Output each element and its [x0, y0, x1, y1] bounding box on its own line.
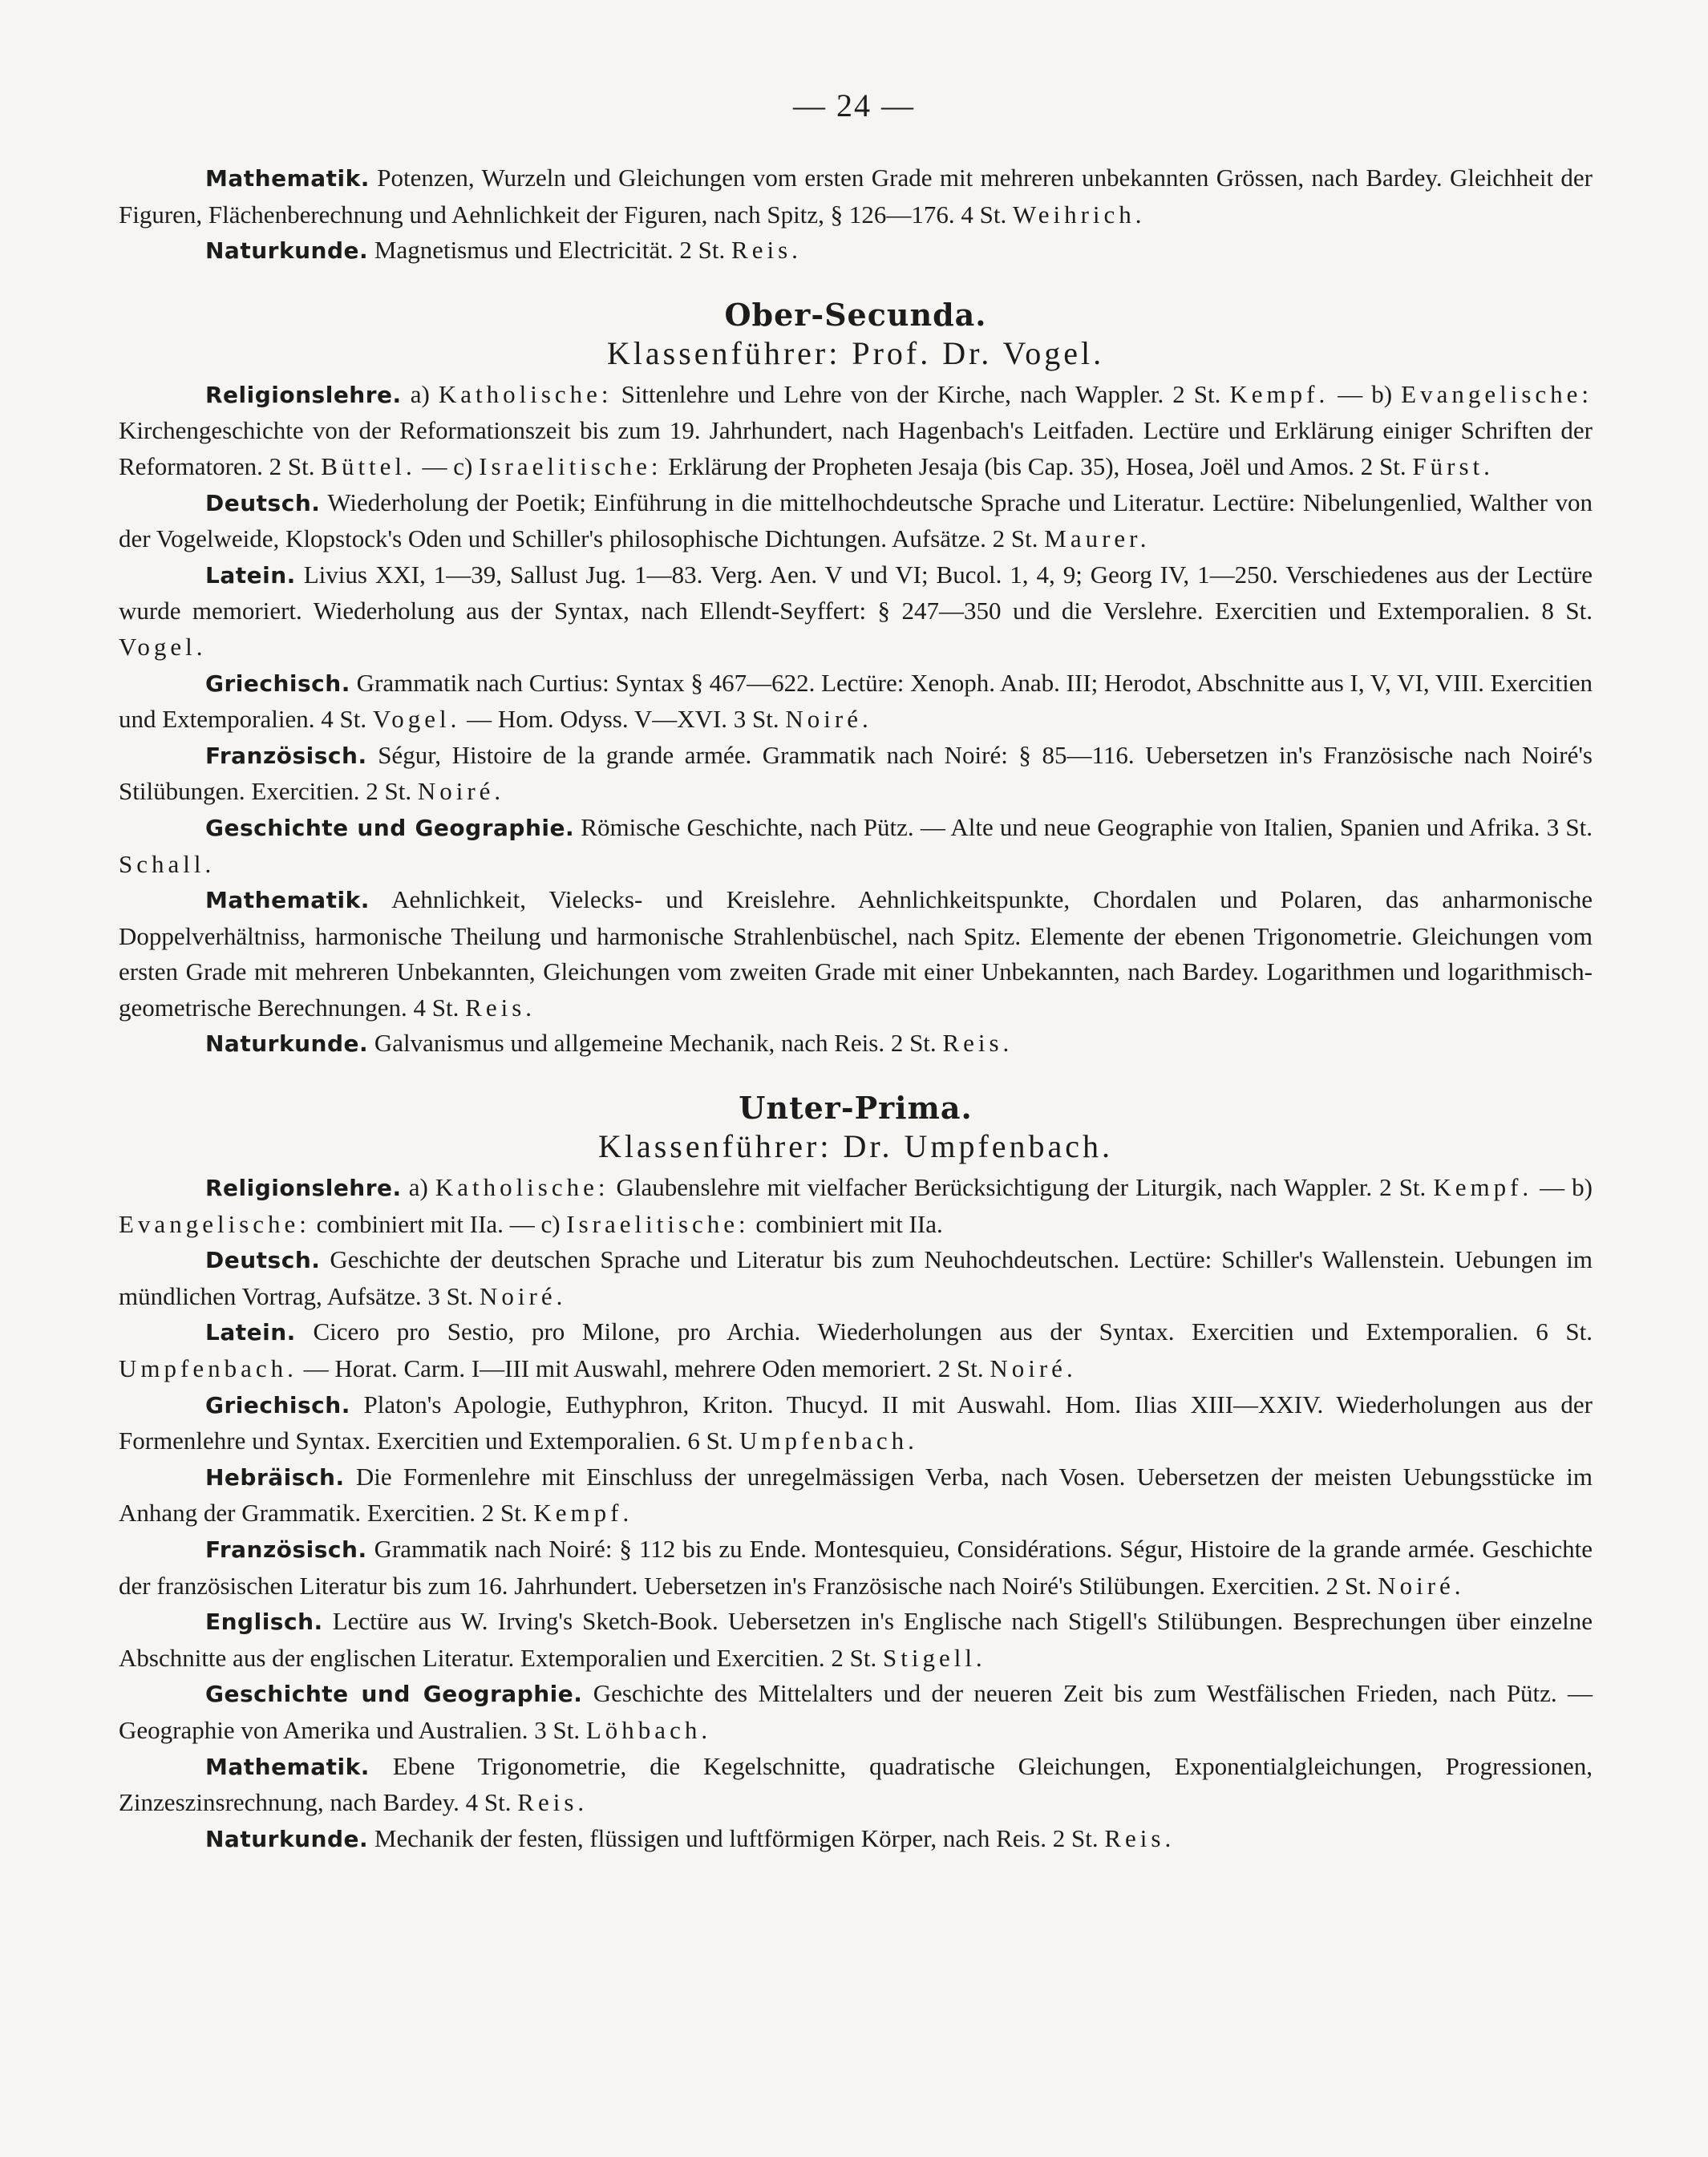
subject-label: Naturkunde.	[205, 1030, 369, 1058]
teacher-name: Weihrich.	[1012, 200, 1146, 229]
top-mathematik: Mathematik. Potenzen, Wurzeln und Gleichungen vom ersten Grade mit mehreren unbekannten Grössen, nach Bardey. Gleichheit der Figuren, Flächenberechnung und Aehnlichkeit der Figuren, nach Spitz, § 126—176. 4 St. Weihrich.	[119, 164, 1593, 229]
teacher-name: Reis.	[731, 236, 802, 265]
os-naturkunde: Naturkunde. Galvanismus und allgemeine Mechanik, nach Reis. 2 St. Reis.	[205, 1029, 1014, 1058]
os-mathematik: Mathematik. Aehnlichkeit, Vielecks- und Kreislehre. Aehnlichkeitspunkte, Chordalen und Polaren, das anharmonische Doppelverhältniss, harmonische Theilung und harmonische Strahlenbüschel, nach Spitz. Elemente der ebenen Trigonometrie. Gleichungen vom ersten Grade mit mehreren Unbekannten, Gleichungen vom zweiten Grade mit einer Unbekannten, nach Bardey. Logarithmen und logarithmisch-geometrische Berechnungen. 4 St. Reis.	[119, 885, 1593, 1022]
body-text	[119, 160, 1593, 1857]
os-latein: Latein. Livius XXI, 1—39, Sallust Jug. 1—83. Verg. Aen. V und VI; Bucol. 1, 4, 9; Georg IV, 1—250. Verschiedenes aus der Lectüre wurde memoriert. Wiederholung aus der Syntax, nach Ellendt-Seyffert: § 247—350 und die Verslehre. Exercitien und Extemporalien. 8 St. Vogel.	[119, 560, 1593, 661]
subject-label: Latein.	[205, 561, 296, 589]
teacher-name: Büttel.	[321, 451, 416, 480]
subject-label: Französisch.	[205, 1536, 367, 1563]
page-number: — 24 —	[793, 87, 915, 123]
section-heading-ober-secunda: Ober-Secunda.	[724, 296, 987, 333]
up-geschichte: Geschichte und Geographie. Geschichte des Mittelalters und der neueren Zeit bis zum Westfälischen Frieden, nach Pütz. — Geographie von Amerika und Australien. 3 St. Löhbach.	[119, 1679, 1593, 1744]
subject-label: Mathematik.	[205, 165, 370, 192]
teacher-name: Maurer.	[1044, 524, 1151, 553]
teacher-name: Noiré.	[990, 1354, 1077, 1383]
teacher-name: Noiré.	[480, 1281, 567, 1310]
os-franzoesisch: Französisch. Ségur, Histoire de la grande armée. Grammatik nach Noiré: § 85—116. Uebersetzen in's Französische nach Noiré's Stilübungen. Exercitien. 2 St. Noiré.	[119, 740, 1593, 806]
subject-label: Religionslehre.	[205, 381, 402, 408]
teacher-name: Noiré.	[417, 777, 505, 806]
subject-label: Naturkunde.	[205, 1825, 369, 1852]
subject-label: Naturkunde.	[205, 237, 369, 265]
teacher-name: Umpfenbach.	[119, 1354, 297, 1383]
teacher-name: Reis.	[517, 1788, 589, 1817]
teacher-name: Umpfenbach.	[739, 1427, 918, 1455]
subject-label: Griechisch.	[205, 1391, 350, 1418]
teacher-name: Vogel.	[119, 632, 207, 661]
up-naturkunde: Naturkunde. Mechanik der festen, flüssigen und luftförmigen Körper, nach Reis. 2 St. Reis.	[205, 1823, 1176, 1852]
teacher-name: Reis.	[942, 1029, 1014, 1058]
up-latein: Latein. Cicero pro Sestio, pro Milone, pro Archia. Wiederholungen aus der Syntax. Exercitien und Extemporalien. 6 St. Umpfenbach. — Horat. Carm. I—III mit Auswahl, mehrere Oden memoriert. 2 St. Noiré.	[119, 1317, 1593, 1383]
section-heading-unter-prima: Unter-Prima.	[739, 1090, 973, 1127]
teacher-name: Schall.	[119, 849, 216, 878]
teacher-name: Noiré.	[785, 705, 872, 734]
class-leader-ober-secunda: Klassenführer: Prof. Dr. Vogel.	[606, 334, 1105, 371]
subject-label: Latein.	[205, 1319, 296, 1346]
os-griechisch: Griechisch. Grammatik nach Curtius: Syntax § 467—622. Lectüre: Xenoph. Anab. III; Herodot, Abschnitte aus I, V, VI, VIII. Exercitien und Extemporalien. 4 St. Vogel. — Hom. Odyss. V—XVI. 3 St. Noiré.	[119, 668, 1593, 734]
os-geschichte: Geschichte und Geographie. Römische Geschichte, nach Pütz. — Alte und neue Geographie von Italien, Spanien und Afrika. 3 St. Schall.	[119, 812, 1593, 878]
up-griechisch: Griechisch. Platon's Apologie, Euthyphron, Kriton. Thucyd. II mit Auswahl. Hom. Ilias XIII—XXIV. Wiederholungen aus der Formenlehre und Syntax. Exercitien und Extemporalien. 6 St. Umpfenbach.	[119, 1390, 1593, 1455]
teacher-name: Reis.	[1104, 1823, 1176, 1852]
teacher-name: Vogel.	[372, 705, 461, 734]
subject-label: Griechisch.	[205, 670, 350, 697]
subject-label: Geschichte und Geographie.	[205, 814, 575, 841]
subject-label: Mathematik.	[205, 887, 370, 914]
teacher-name: Stigell.	[882, 1643, 986, 1672]
subject-label: Mathematik.	[205, 1753, 370, 1780]
top-naturkunde: Naturkunde. Magnetismus und Electricität. 2 St. Reis.	[205, 236, 802, 265]
up-franzoesisch: Französisch. Grammatik nach Noiré: § 112 bis zu Ende. Montesquieu, Considérations. Ségur, Histoire de la grande armée. Geschichte der französischen Literatur bis zum 16. Jahrhundert. Uebersetzen in's Französische nach Noiré's Stilübungen. Exercitien. 2 St. Noiré.	[119, 1535, 1593, 1600]
teacher-name: Kempf.	[533, 1499, 633, 1528]
up-mathematik: Mathematik. Ebene Trigonometrie, die Kegelschnitte, quadratische Gleichungen, Exponentialgleichungen, Progressionen, Zinzeszinsrechnung, nach Bardey. 4 St. Reis.	[119, 1751, 1593, 1817]
up-religion: Religionslehre. a) Katholische: Glaubenslehre mit vielfacher Berücksichtigung der Liturgik, nach Wappler. 2 St. Kempf. — b) Evangelische: combiniert mit IIa. — c) Israelitische: combiniert mit IIa.	[119, 1173, 1593, 1238]
up-englisch: Englisch. Lectüre aus W. Irving's Sketch-Book. Uebersetzen in's Englische nach Stigell's Stilübungen. Besprechungen über einzelne Abschnitte aus der englischen Literatur. Extemporalien und Exercitien. 2 St. Stigell.	[119, 1607, 1593, 1672]
subject-label: Deutsch.	[205, 489, 321, 516]
subject-label: Französisch.	[205, 742, 367, 769]
teacher-name: Noiré.	[1378, 1571, 1465, 1600]
teacher-name: Kempf.	[1433, 1173, 1533, 1202]
teacher-name: Fürst.	[1412, 451, 1494, 480]
teacher-name: Reis.	[465, 993, 536, 1022]
class-leader-unter-prima: Klassenführer: Dr. Umpfenbach.	[597, 1128, 1114, 1165]
up-hebraeisch: Hebräisch. Die Formenlehre mit Einschluss der unregelmässigen Verba, nach Vosen. Uebersetzen der meisten Uebungsstücke im Anhang der Grammatik. Exercitien. 2 St. Kempf.	[119, 1462, 1593, 1528]
subject-label: Deutsch.	[205, 1247, 321, 1274]
subject-label: Religionslehre.	[205, 1175, 402, 1202]
subject-label: Geschichte und Geographie.	[205, 1681, 583, 1708]
teacher-name: Kempf.	[1229, 379, 1330, 408]
up-deutsch: Deutsch. Geschichte der deutschen Sprache und Literatur bis zum Neuhochdeutschen. Lectüre: Schiller's Wallenstein. Uebungen im mündlichen Vortrag, Aufsätze. 3 St. Noiré.	[119, 1245, 1593, 1310]
subject-label: Hebräisch.	[205, 1463, 345, 1491]
subject-label: Englisch.	[205, 1609, 323, 1636]
teacher-name: Löhbach.	[585, 1715, 712, 1744]
os-deutsch: Deutsch. Wiederholung der Poetik; Einführung in die mittelhochdeutsche Sprache und Literatur. Lectüre: Nibelungenlied, Walther von der Vogelweide, Klopstock's Oden und Schiller's philosophische Dichtungen. Aufsätze. 2 St. Maurer.	[119, 488, 1593, 553]
os-religion: Religionslehre. a) Katholische: Sittenlehre und Lehre von der Kirche, nach Wappler. 2 St. Kempf. — b) Evangelische: Kirchengeschichte von der Reformationszeit bis zum 19. Jahrhundert, nach Hagenbach's Leitfaden. Lectüre und Erklärung einiger Schriften der Reformatoren. 2 St. Büttel. — c) Israelitische: Erklärung der Propheten Jesaja (bis Cap. 35), Hosea, Joël und Amos. 2 St. Fürst.	[119, 379, 1593, 480]
